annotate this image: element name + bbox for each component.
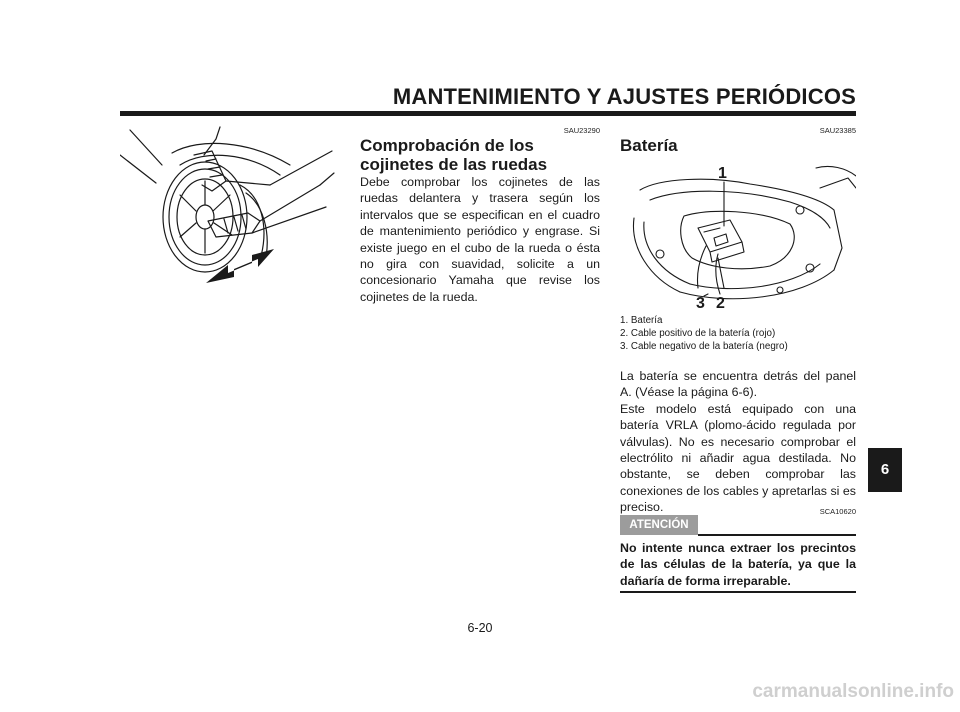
section-heading-wheel-bearings: Comprobación de los cojinetes de las ruedas [360,136,548,174]
wheel-bearing-illustration [120,125,342,295]
header-rule [120,111,856,116]
attention-badge: ATENCIÓN [620,515,698,535]
caption-item: 1. Batería [620,315,663,326]
watermark: carmanualsonline.info [752,681,954,702]
section-heading-battery: Batería [620,136,678,155]
callout-2: 2 [716,295,725,310]
section-code: SAU23385 [819,126,856,135]
attention-text: No intente nunca extraer los precintos de las células de la batería, ya que la dañaría de forma irreparable. [620,541,856,588]
caption-item: 3. Cable negativo de la batería (negro) [620,341,788,352]
chapter-tab: 6 [868,448,902,492]
page-number: 6-20 [467,621,493,635]
section-code: SAU23290 [563,126,600,135]
attention-bottom-rule [620,591,856,593]
caption-item: 2. Cable positivo de la batería (rojo) [620,328,776,339]
attention-rule [698,534,856,536]
notice-code: SCA10620 [819,507,856,516]
battery-body: La batería se encuentra detrás del panel A. (Véase la página 6-6). Este modelo está equipado con una batería VRLA (plomo-ácido regulada por válvulas). No es necesario comprobar el electrólito ni añadir agua destilada. No obstante, se deben comprobar las conexiones de los cables y apretarlas si es preciso. [620,369,856,515]
callout-1: 1 [718,165,727,182]
page-header-title: MANTENIMIENTO Y AJUSTES PERIÓDICOS [392,84,856,109]
battery-illustration [620,158,856,310]
battery-captions [620,314,856,353]
callout-3: 3 [696,295,705,310]
wheel-bearings-body: Debe comprobar los cojinetes de las ruedas delantera y trasera según los intervalos que se especifican en el cuadro de mantenimiento periódico y engrase. Si existe juego en el cubo de la rueda o ésta no gira con suavidad, solicite a un concesionario Yamaha que revise los cojinetes de la rueda. [360,175,600,304]
